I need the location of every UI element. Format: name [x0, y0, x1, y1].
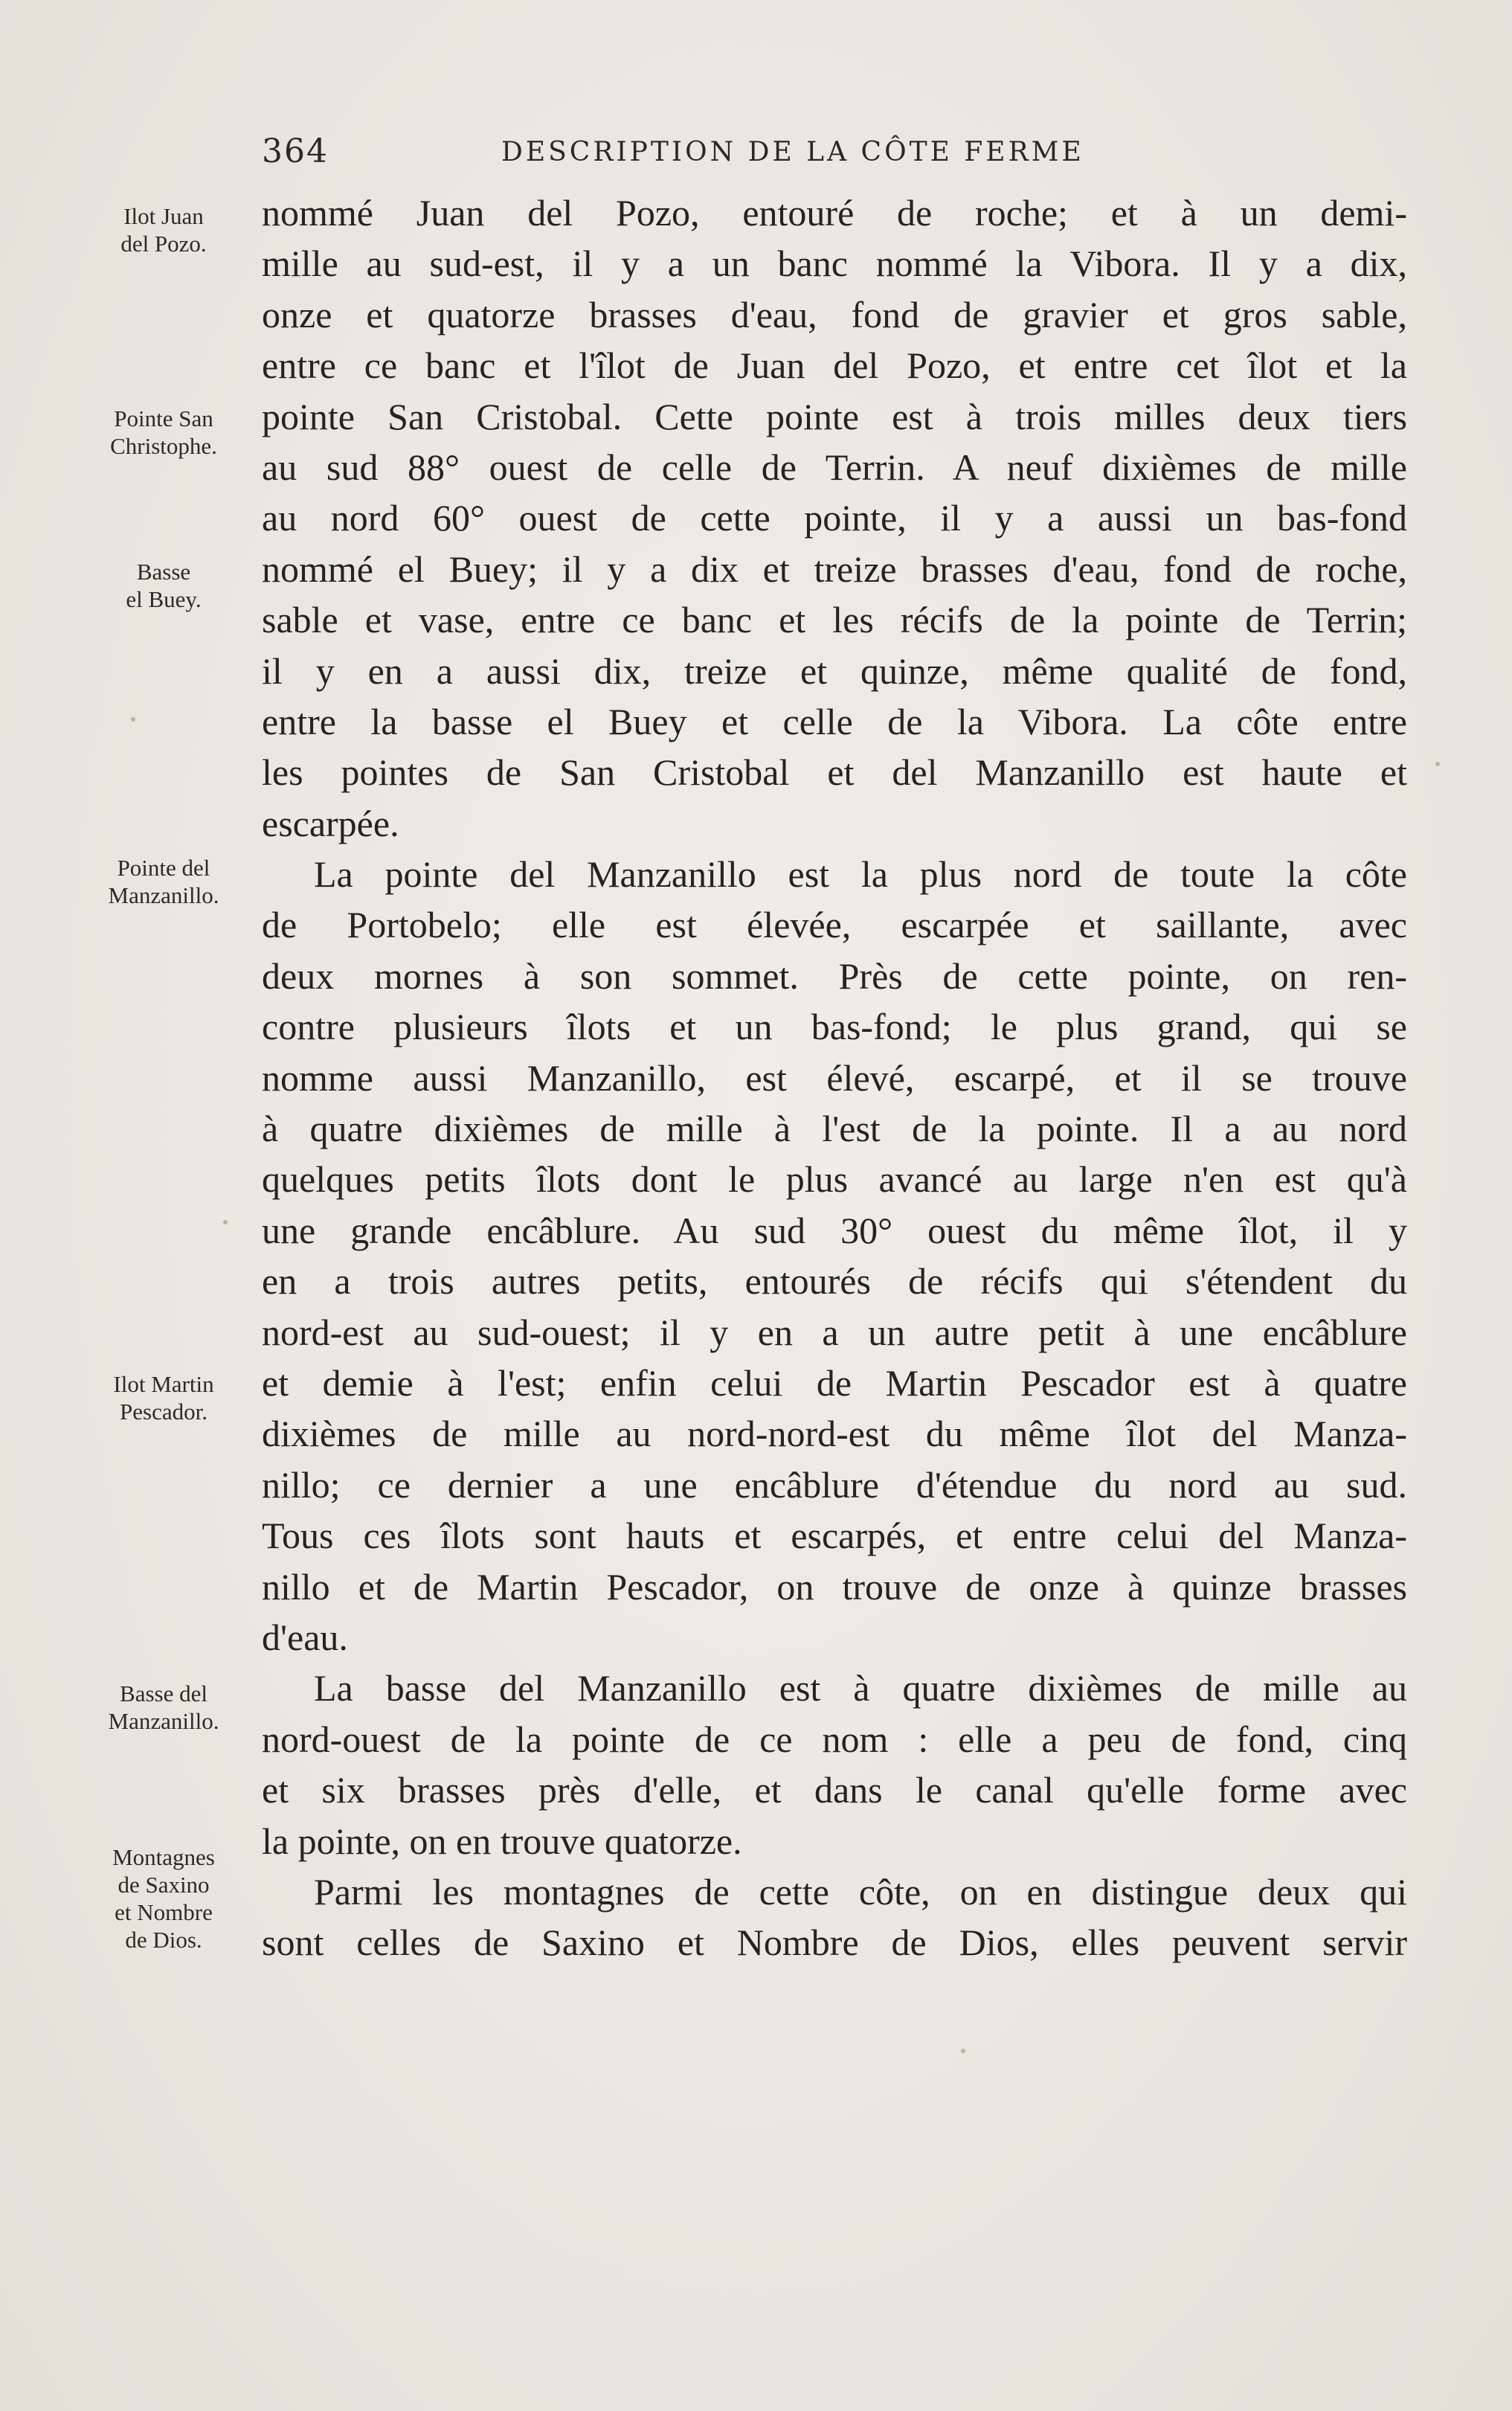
text-line: nord-est au sud-ouest; il y en a un autre petit à une encâblure [262, 1311, 1407, 1353]
text-line: pointe San Cristobal. Cette pointe est à trois milles deux tiers [262, 395, 1407, 437]
margin-note-line: el Buey. [126, 586, 202, 612]
text-line: quelques petits îlots dont le plus avancé au large n'en est qu'à [262, 1158, 1407, 1201]
running-head: DESCRIPTION DE LA CÔTE FERME [501, 137, 1084, 167]
text-line: les pointes de San Cristobal et del Manzanillo est haute et [262, 751, 1407, 794]
text-line: sont celles de Saxino et Nombre de Dios, elles peuvent servir [262, 1922, 1407, 1964]
margin-note-line: de Dios. [125, 1927, 202, 1953]
margin-note-basse-el-buey [82, 558, 245, 613]
margin-note-line: Basse del [120, 1680, 208, 1707]
text-line: une grande encâblure. Au sud 30° ouest du même îlot, il y [262, 1209, 1407, 1251]
text-line: entre ce banc et l'îlot de Juan del Pozo, et entre cet îlot et la [262, 344, 1407, 387]
margin-note-line: Pointe del [117, 855, 210, 881]
page-number: 364 [262, 132, 329, 170]
text-line: nomme aussi Manzanillo, est élevé, escarpé, et il se trouve [262, 1056, 1407, 1099]
text-line: deux mornes à son sommet. Près de cette pointe, on ren- [262, 954, 1407, 997]
text-line: entre la basse el Buey et celle de la Vibora. La côte entre [262, 700, 1407, 742]
margin-note-ilot-martin-pescador [82, 1370, 245, 1425]
margin-note-line: del Pozo. [120, 231, 207, 257]
margin-note-line: Manzanillo. [108, 882, 219, 908]
text-line: mille au sud-est, il y a un banc nommé la Vibora. Il y a dix, [262, 243, 1407, 285]
margin-note-ilot-juan [82, 202, 245, 257]
text-line: de Portobelo; elle est élevée, escarpée et saillante, avec [262, 904, 1407, 946]
text-line: nommé Juan del Pozo, entouré de roche; et à un demi- [262, 192, 1407, 234]
margin-note-line: Manzanillo. [108, 1708, 219, 1734]
margin-note-line: Pointe San [114, 405, 213, 431]
margin-note-line: Pescador. [120, 1399, 208, 1425]
text-line: La basse del Manzanillo est à quatre dixièmes de mille au [314, 1667, 1407, 1709]
text-line: sable et vase, entre ce banc et les récifs de la pointe de Terrin; [262, 599, 1407, 641]
text-line: et six brasses près d'elle, et dans le canal qu'elle forme avec [262, 1769, 1407, 1811]
text-line: la pointe, on en trouve quatorze. [262, 1820, 742, 1862]
margin-note-basse-del-manzanillo [82, 1680, 245, 1735]
text-line: dixièmes de mille au nord-nord-est du même îlot del Manza- [262, 1413, 1407, 1455]
paper-speck [961, 2049, 965, 2053]
page-header [262, 132, 1407, 177]
text-line: escarpée. [262, 802, 399, 844]
margin-note-pointe-del-manzanillo [82, 854, 245, 909]
margin-note-line: et Nombre [115, 1899, 213, 1925]
text-line: d'eau. [262, 1616, 348, 1658]
text-line: La pointe del Manzanillo est la plus nord de toute la côte [314, 853, 1407, 896]
text-line: au sud 88° ouest de celle de Terrin. A neuf dixièmes de mille [262, 446, 1407, 488]
margin-note-pointe-san-christophe [82, 405, 245, 460]
paper-speck [131, 717, 135, 722]
text-line: nommé el Buey; il y a dix et treize brasses d'eau, fond de roche, [262, 548, 1407, 590]
margin-note-montagnes [82, 1843, 245, 1953]
margin-note-line: Ilot Juan [123, 203, 204, 229]
text-line: à quatre dixièmes de mille à l'est de la pointe. Il a au nord [262, 1108, 1407, 1150]
text-line: onze et quatorze brasses d'eau, fond de gravier et gros sable, [262, 293, 1407, 336]
margin-note-line: Montagnes [112, 1844, 215, 1870]
text-line: nord-ouest de la pointe de ce nom : elle a peu de fond, cinq [262, 1718, 1407, 1760]
text-line: et demie à l'est; enfin celui de Martin Pescador est à quatre [262, 1361, 1407, 1404]
margin-note-line: Christophe. [110, 433, 217, 459]
margin-note-line: Ilot Martin [113, 1371, 214, 1397]
text-line: contre plusieurs îlots et un bas-fond; le plus grand, qui se [262, 1006, 1407, 1048]
text-line: il y en a aussi dix, treize et quinze, même qualité de fond, [262, 649, 1407, 692]
text-line: Tous ces îlots sont hauts et escarpés, et entre celui del Manza- [262, 1515, 1407, 1557]
margin-note-line: de Saxino [118, 1872, 210, 1898]
margin-note-line: Basse [136, 559, 191, 585]
text-line: nillo; ce dernier a une encâblure d'étendue du nord au sud. [262, 1463, 1407, 1506]
paper-speck [223, 1220, 228, 1224]
text-line: en a trois autres petits, entourés de récifs qui s'étendent du [262, 1260, 1407, 1303]
paper-speck [1435, 762, 1440, 766]
text-line: nillo et de Martin Pescador, on trouve de onze à quinze brasses [262, 1565, 1407, 1608]
text-line: au nord 60° ouest de cette pointe, il y a aussi un bas-fond [262, 497, 1407, 539]
body-text [262, 187, 1407, 1968]
text-line: Parmi les montagnes de cette côte, on en distingue deux qui [314, 1870, 1407, 1913]
